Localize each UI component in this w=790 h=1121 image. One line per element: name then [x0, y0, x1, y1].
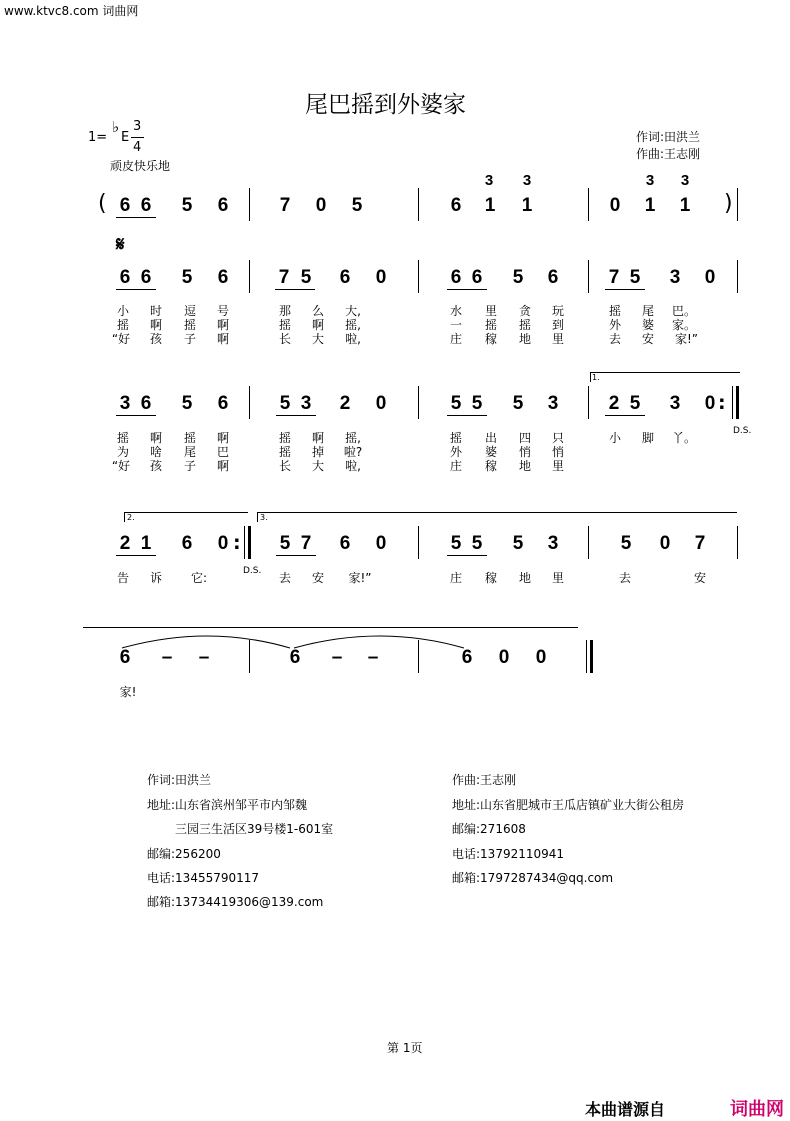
- lyric: 么: [311, 304, 324, 318]
- underline: [116, 217, 156, 218]
- tempo-marking: 顽皮快乐地: [110, 159, 171, 173]
- barline: [586, 640, 587, 673]
- note: 0: [375, 393, 387, 414]
- contact-address: 地址:山东省肥城市王瓜店镇矿业大街公租房: [452, 798, 685, 812]
- lyric: 家!”: [348, 571, 372, 585]
- lyric: 家!: [119, 685, 137, 699]
- contact-lyricist: 作词:田洪兰: [147, 773, 212, 787]
- note: 5: [279, 393, 291, 414]
- lyric: 里: [484, 304, 497, 318]
- note: 5: [181, 195, 193, 216]
- contact-email[interactable]: 邮箱:1797287434@qq.com: [452, 871, 614, 885]
- lyric: 掉: [311, 445, 324, 459]
- note: 6: [450, 267, 462, 288]
- lyric: 只: [551, 431, 564, 445]
- underline: [276, 555, 316, 556]
- note: 0: [375, 267, 387, 288]
- upper-note: 3: [522, 172, 532, 189]
- volta-bracket: [124, 512, 248, 513]
- lyric: 啊: [311, 431, 324, 445]
- note: 7: [279, 195, 291, 216]
- barline: [249, 386, 250, 419]
- barline: [249, 640, 250, 673]
- flat-symbol: ♭: [112, 118, 120, 136]
- note: 5: [512, 533, 524, 554]
- dash: –: [331, 647, 343, 668]
- note: 6: [140, 195, 152, 216]
- lyric: 庄: [449, 571, 462, 585]
- time-sig-top: 3: [133, 119, 142, 134]
- lyric: 悄: [551, 445, 564, 459]
- song-title: 尾巴摇到外婆家: [305, 92, 466, 118]
- lyric: 时: [149, 304, 162, 318]
- lyric: 稼: [484, 571, 497, 585]
- footer-site-logo[interactable]: 词曲网: [730, 1099, 784, 1120]
- lyric: 长: [278, 459, 291, 473]
- lyric: 脚: [641, 431, 654, 445]
- note: 6: [471, 267, 483, 288]
- lyric: “好: [111, 332, 131, 346]
- note: 6: [140, 267, 152, 288]
- lyric: 去: [618, 571, 631, 585]
- lyric: 悄: [518, 445, 531, 459]
- lyric: 里: [551, 332, 564, 346]
- site-header[interactable]: www.ktvc8.com 词曲网: [4, 4, 139, 18]
- lyric: 摇: [484, 318, 497, 332]
- lyric: 尾: [641, 304, 654, 318]
- note: 6: [289, 647, 301, 668]
- note: 3: [300, 393, 312, 414]
- note: 6: [450, 195, 462, 216]
- paren-close: ): [724, 191, 733, 216]
- note: 7: [278, 267, 290, 288]
- lyric: 大,: [345, 304, 361, 318]
- note: 6: [181, 533, 193, 554]
- barline: [244, 526, 245, 559]
- final-bar: [590, 640, 593, 673]
- repeat-dots: :: [233, 532, 241, 554]
- underline: [605, 289, 645, 290]
- volta-bracket-edge: [124, 512, 125, 522]
- note: 5: [351, 195, 363, 216]
- lyric: 啊: [216, 318, 229, 332]
- note: 0: [704, 393, 716, 414]
- note: 5: [181, 267, 193, 288]
- time-sig-line: [131, 137, 144, 138]
- dash: –: [198, 647, 210, 668]
- contact-phone: 电话:13792110941: [452, 847, 565, 861]
- barline: [249, 260, 250, 293]
- note: 5: [450, 393, 462, 414]
- lyric: 啥: [149, 445, 162, 459]
- note: 0: [609, 195, 621, 216]
- underline: [447, 555, 487, 556]
- lyric: 小: [608, 431, 621, 445]
- page-number: 第 1页: [387, 1041, 423, 1055]
- lyric: 到: [551, 318, 564, 332]
- barline: [588, 188, 589, 221]
- lyric: 啊: [216, 332, 229, 346]
- note: 0: [659, 533, 671, 554]
- barline: [737, 188, 738, 221]
- barline: [418, 386, 419, 419]
- underline: [116, 289, 156, 290]
- note: 0: [375, 533, 387, 554]
- lyric: 巴: [216, 445, 229, 459]
- lyric: 逗: [183, 304, 196, 318]
- dash: –: [367, 647, 379, 668]
- note: 5: [629, 393, 641, 414]
- note: 6: [461, 647, 473, 668]
- note: 1: [521, 195, 533, 216]
- lyric: 庄: [449, 459, 462, 473]
- lyric: 家!”: [675, 332, 699, 346]
- barline: [418, 260, 419, 293]
- lyric: 摇,: [345, 431, 361, 445]
- lyric: 啊: [311, 318, 324, 332]
- lyric: 大: [311, 459, 324, 473]
- note: 3: [669, 393, 681, 414]
- lyric: 水: [449, 304, 462, 318]
- underline: [605, 415, 645, 416]
- note: 6: [547, 267, 559, 288]
- contact-postcode: 邮编:256200: [147, 847, 221, 861]
- segno-symbol: 𝄋: [116, 232, 125, 256]
- note: 6: [119, 647, 131, 668]
- note: 6: [119, 267, 131, 288]
- volta-1-label: 1.: [592, 373, 600, 382]
- note: 0: [498, 647, 510, 668]
- barline: [418, 640, 419, 673]
- underline: [275, 289, 315, 290]
- lyric: 出: [484, 431, 497, 445]
- note: 1: [484, 195, 496, 216]
- note: 5: [450, 533, 462, 554]
- note: 1: [644, 195, 656, 216]
- note: 6: [119, 195, 131, 216]
- lyric: 摇: [278, 431, 291, 445]
- note: 0: [217, 533, 229, 554]
- lyric: 家。: [672, 318, 697, 332]
- underline: [116, 555, 156, 556]
- note: 6: [140, 393, 152, 414]
- lyric: 摇,: [345, 318, 361, 332]
- note: 3: [119, 393, 131, 414]
- lyric: 号: [216, 304, 229, 318]
- lyric: 摇: [449, 431, 462, 445]
- lyric: 地: [518, 332, 531, 346]
- lyric: 告: [116, 571, 129, 585]
- lyric: 孩: [149, 459, 162, 473]
- lyric: 外: [449, 445, 462, 459]
- credit-composer: 作曲:王志刚: [636, 147, 701, 161]
- note: 1: [140, 533, 152, 554]
- lyric: 小: [116, 304, 129, 318]
- note: 5: [471, 393, 483, 414]
- lyric: 巴。: [672, 304, 697, 318]
- lyric: 婆: [484, 445, 497, 459]
- lyric: 里: [551, 459, 564, 473]
- lyric: 里: [551, 571, 564, 585]
- lyric: 玩: [551, 304, 564, 318]
- repeat-end-bar: [248, 526, 251, 559]
- lyric: 子: [183, 459, 196, 473]
- contact-address: 地址:山东省滨州邹平市内邹魏: [147, 798, 308, 812]
- upper-note: 3: [484, 172, 494, 189]
- lyric: 啦?: [343, 445, 363, 459]
- note: 5: [279, 533, 291, 554]
- lyric: 稼: [484, 332, 497, 346]
- lyric: 去: [278, 571, 291, 585]
- barline: [588, 260, 589, 293]
- lyric: 长: [278, 332, 291, 346]
- barline: [418, 526, 419, 559]
- lyric: 安: [693, 571, 706, 585]
- lyric: 那: [278, 304, 291, 318]
- lyric: 啊: [216, 459, 229, 473]
- lyric: 外: [608, 318, 621, 332]
- note: 6: [217, 267, 229, 288]
- ds-marker: D.S.: [243, 566, 262, 576]
- note: 3: [547, 393, 559, 414]
- note: 5: [629, 267, 641, 288]
- lyric: 子: [183, 332, 196, 346]
- volta-bracket: [590, 372, 740, 373]
- note: 6: [339, 533, 351, 554]
- lyric: 摇: [518, 318, 531, 332]
- note: 0: [535, 647, 547, 668]
- note: 2: [119, 533, 131, 554]
- note: 6: [217, 195, 229, 216]
- barline: [249, 188, 250, 221]
- repeat-dots: :: [718, 392, 726, 414]
- lyric: 四: [518, 431, 531, 445]
- volta-bracket-edge: [257, 512, 258, 522]
- note: 6: [339, 267, 351, 288]
- note: 0: [315, 195, 327, 216]
- lyric: 安: [311, 571, 324, 585]
- note: 2: [608, 393, 620, 414]
- note: 5: [300, 267, 312, 288]
- lyric: 地: [518, 571, 531, 585]
- contact-composer: 作曲:王志刚: [452, 773, 517, 787]
- credit-lyricist: 作词:田洪兰: [636, 130, 701, 144]
- lyric: “好: [111, 459, 131, 473]
- note: 1: [679, 195, 691, 216]
- lyric: 安: [641, 332, 654, 346]
- lyric: 孩: [149, 332, 162, 346]
- contact-email[interactable]: 邮箱:13734419306@139.com: [147, 895, 324, 909]
- volta-bracket-edge: [590, 372, 591, 382]
- volta-3-label: 3.: [260, 513, 268, 522]
- barline: [737, 260, 738, 293]
- lyric: 啦,: [345, 332, 361, 346]
- lyric: 啦,: [345, 459, 361, 473]
- lyric: 地: [518, 459, 531, 473]
- dash: –: [161, 647, 173, 668]
- footer-source-label: 本曲谱源自: [585, 1100, 666, 1119]
- key-note: E: [121, 130, 130, 145]
- note: 7: [300, 533, 312, 554]
- time-sig-bottom: 4: [133, 140, 142, 155]
- note: 3: [669, 267, 681, 288]
- lyric: 稼: [484, 459, 497, 473]
- lyric: 摇: [183, 318, 196, 332]
- key-prefix: 1=: [88, 130, 108, 145]
- ds-marker: D.S.: [733, 426, 752, 436]
- volta-2-label: 2.: [127, 513, 135, 522]
- note: 5: [620, 533, 632, 554]
- barline: [418, 188, 419, 221]
- lyric: 摇: [116, 318, 129, 332]
- lyric: 摇: [278, 318, 291, 332]
- note: 3: [547, 533, 559, 554]
- contact-postcode: 邮编:271608: [452, 822, 526, 836]
- upper-note: 3: [680, 172, 690, 189]
- lyric: 丫。: [672, 431, 697, 445]
- lyric: 摇: [183, 431, 196, 445]
- barline: [732, 386, 733, 419]
- lyric: 一: [449, 318, 462, 332]
- note: 5: [512, 267, 524, 288]
- lyric: 尾: [183, 445, 196, 459]
- underline: [116, 415, 156, 416]
- contact-phone: 电话:13455790117: [147, 871, 260, 885]
- contact-address-2: 三园三生活区39号楼1-601室: [175, 822, 334, 836]
- barline: [737, 526, 738, 559]
- lyric: 婆: [641, 318, 654, 332]
- volta-bracket: [257, 512, 737, 513]
- lyric: 啊: [149, 431, 162, 445]
- note: 7: [694, 533, 706, 554]
- repeat-end-bar: [736, 386, 739, 419]
- lyric: 啊: [216, 431, 229, 445]
- underline: [447, 415, 487, 416]
- lyric: 诉: [149, 571, 162, 585]
- note: 0: [704, 267, 716, 288]
- barline: [588, 386, 589, 419]
- note: 5: [471, 533, 483, 554]
- lyric: 摇: [278, 445, 291, 459]
- upper-note: 3: [645, 172, 655, 189]
- underline: [447, 289, 487, 290]
- lyric: 它:: [190, 571, 208, 585]
- lyric: 庄: [449, 332, 462, 346]
- note: 2: [339, 393, 351, 414]
- underline: [276, 415, 316, 416]
- lyric: 为: [116, 445, 129, 459]
- lyric: 摇: [608, 304, 621, 318]
- note: 6: [217, 393, 229, 414]
- note: 5: [512, 393, 524, 414]
- barline: [588, 526, 589, 559]
- lyric: 摇: [116, 431, 129, 445]
- note: 5: [181, 393, 193, 414]
- lyric: 大: [311, 332, 324, 346]
- lyric: 贪: [518, 304, 531, 318]
- paren-open: (: [98, 191, 107, 216]
- note: 7: [608, 267, 620, 288]
- lyric: 啊: [149, 318, 162, 332]
- lyric: 去: [608, 332, 621, 346]
